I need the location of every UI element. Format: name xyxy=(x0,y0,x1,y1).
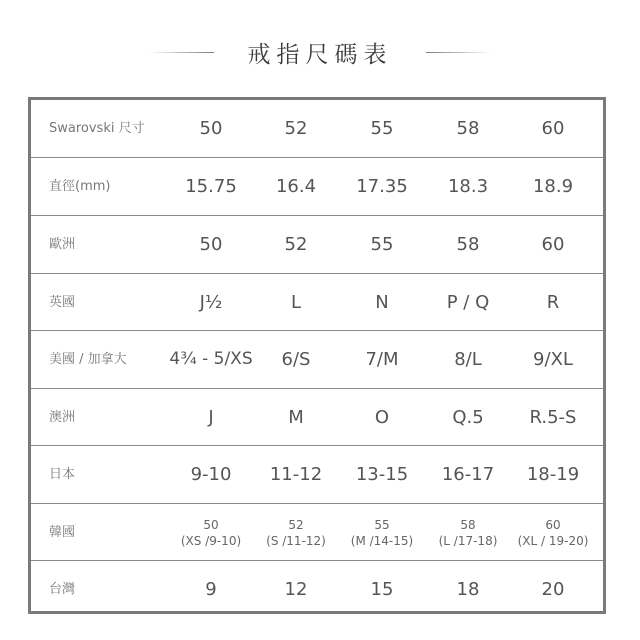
cell-main-value: 60 xyxy=(545,517,561,532)
table-cell: 50 xyxy=(199,234,223,255)
table-cell: M xyxy=(288,407,304,428)
table-cell: 16.4 xyxy=(275,176,317,197)
table-cell: 55 xyxy=(370,234,394,255)
row-label: 日本 xyxy=(49,467,76,482)
table-cell: 18 xyxy=(456,579,480,600)
cell-main-value: 52 xyxy=(288,517,304,532)
row-label: 台灣 xyxy=(49,582,76,597)
row-label: 韓國 xyxy=(49,525,76,540)
table-row-uk xyxy=(31,274,603,331)
table-cell: 50 xyxy=(199,118,223,139)
table-row-swarovski xyxy=(31,100,603,157)
table-cell: 55 xyxy=(370,118,394,139)
table-cell: R.5-S xyxy=(529,407,577,428)
table-cell: 20 xyxy=(541,579,565,600)
title-decoration-line-left xyxy=(148,52,214,53)
table-cell: 9-10 xyxy=(190,464,232,485)
title-bar xyxy=(0,32,640,72)
table-cell: 9/XL xyxy=(533,349,573,370)
table-cell: 18-19 xyxy=(526,464,580,485)
table-cell: 52 xyxy=(284,118,308,139)
table-cell: 58 xyxy=(456,118,480,139)
table-cell: N xyxy=(375,292,389,313)
table-cell: J½ xyxy=(199,292,223,313)
table-cell: Q.5 xyxy=(452,407,484,428)
table-cell: 60 xyxy=(541,234,565,255)
table-cell: 8/L xyxy=(454,349,482,370)
row-label: 英國 xyxy=(49,295,76,310)
table-cell: 17.35 xyxy=(356,176,408,197)
cell-sub-value: (XS /9-10) xyxy=(180,533,242,548)
table-cell: 13-15 xyxy=(355,464,409,485)
table-cell: 6/S xyxy=(281,349,311,370)
table-cell: 7/M xyxy=(365,349,399,370)
table-row-australia xyxy=(31,389,603,446)
table-cell: 15 xyxy=(370,579,394,600)
row-label: Swarovski 尺寸 xyxy=(49,121,145,136)
cell-sub-value: (M /14-15) xyxy=(350,533,414,548)
row-label: 歐洲 xyxy=(49,237,76,252)
table-row-diameter xyxy=(31,158,603,215)
table-cell xyxy=(168,504,254,561)
table-cell: 58 xyxy=(456,234,480,255)
table-cell: O xyxy=(374,407,390,428)
row-label: 澳洲 xyxy=(49,410,76,425)
title-decoration-line-right xyxy=(426,52,492,53)
cell-main-value: 55 xyxy=(374,517,390,532)
table-row-japan xyxy=(31,446,603,503)
table-cell xyxy=(339,504,425,561)
table-cell: J xyxy=(208,407,214,428)
table-cell: L xyxy=(290,292,302,313)
cell-sub-value: (L /17-18) xyxy=(438,533,498,548)
cell-main-value: 58 xyxy=(460,517,476,532)
table-row-us-canada xyxy=(31,331,603,388)
cell-sub-value: (XL / 19-20) xyxy=(517,533,589,548)
cell-sub-value: (S /11-12) xyxy=(266,533,326,548)
table-row-taiwan xyxy=(31,561,603,618)
table-cell: 4¾ - 5/XS xyxy=(169,349,253,369)
table-cell xyxy=(425,504,511,561)
table-cell: 15.75 xyxy=(185,176,237,197)
table-cell: 16-17 xyxy=(441,464,495,485)
page-title: 戒指尺碼表 xyxy=(247,42,393,68)
table-row-europe xyxy=(31,216,603,273)
ring-size-table xyxy=(28,97,606,614)
table-row-korea xyxy=(31,504,603,561)
row-label: 美國 / 加拿大 xyxy=(49,352,127,367)
table-cell: 60 xyxy=(541,118,565,139)
table-cell: 18.3 xyxy=(447,176,489,197)
table-cell: P / Q xyxy=(446,292,490,313)
row-label: 直徑(mm) xyxy=(49,179,111,194)
cell-main-value: 50 xyxy=(203,517,219,532)
table-cell: 12 xyxy=(284,579,308,600)
table-cell: 9 xyxy=(205,579,217,600)
table-cell: 11-12 xyxy=(269,464,323,485)
table-cell xyxy=(510,504,596,561)
table-cell: R xyxy=(546,292,560,313)
table-cell: 52 xyxy=(284,234,308,255)
table-cell xyxy=(253,504,339,561)
table-cell: 18.9 xyxy=(532,176,574,197)
